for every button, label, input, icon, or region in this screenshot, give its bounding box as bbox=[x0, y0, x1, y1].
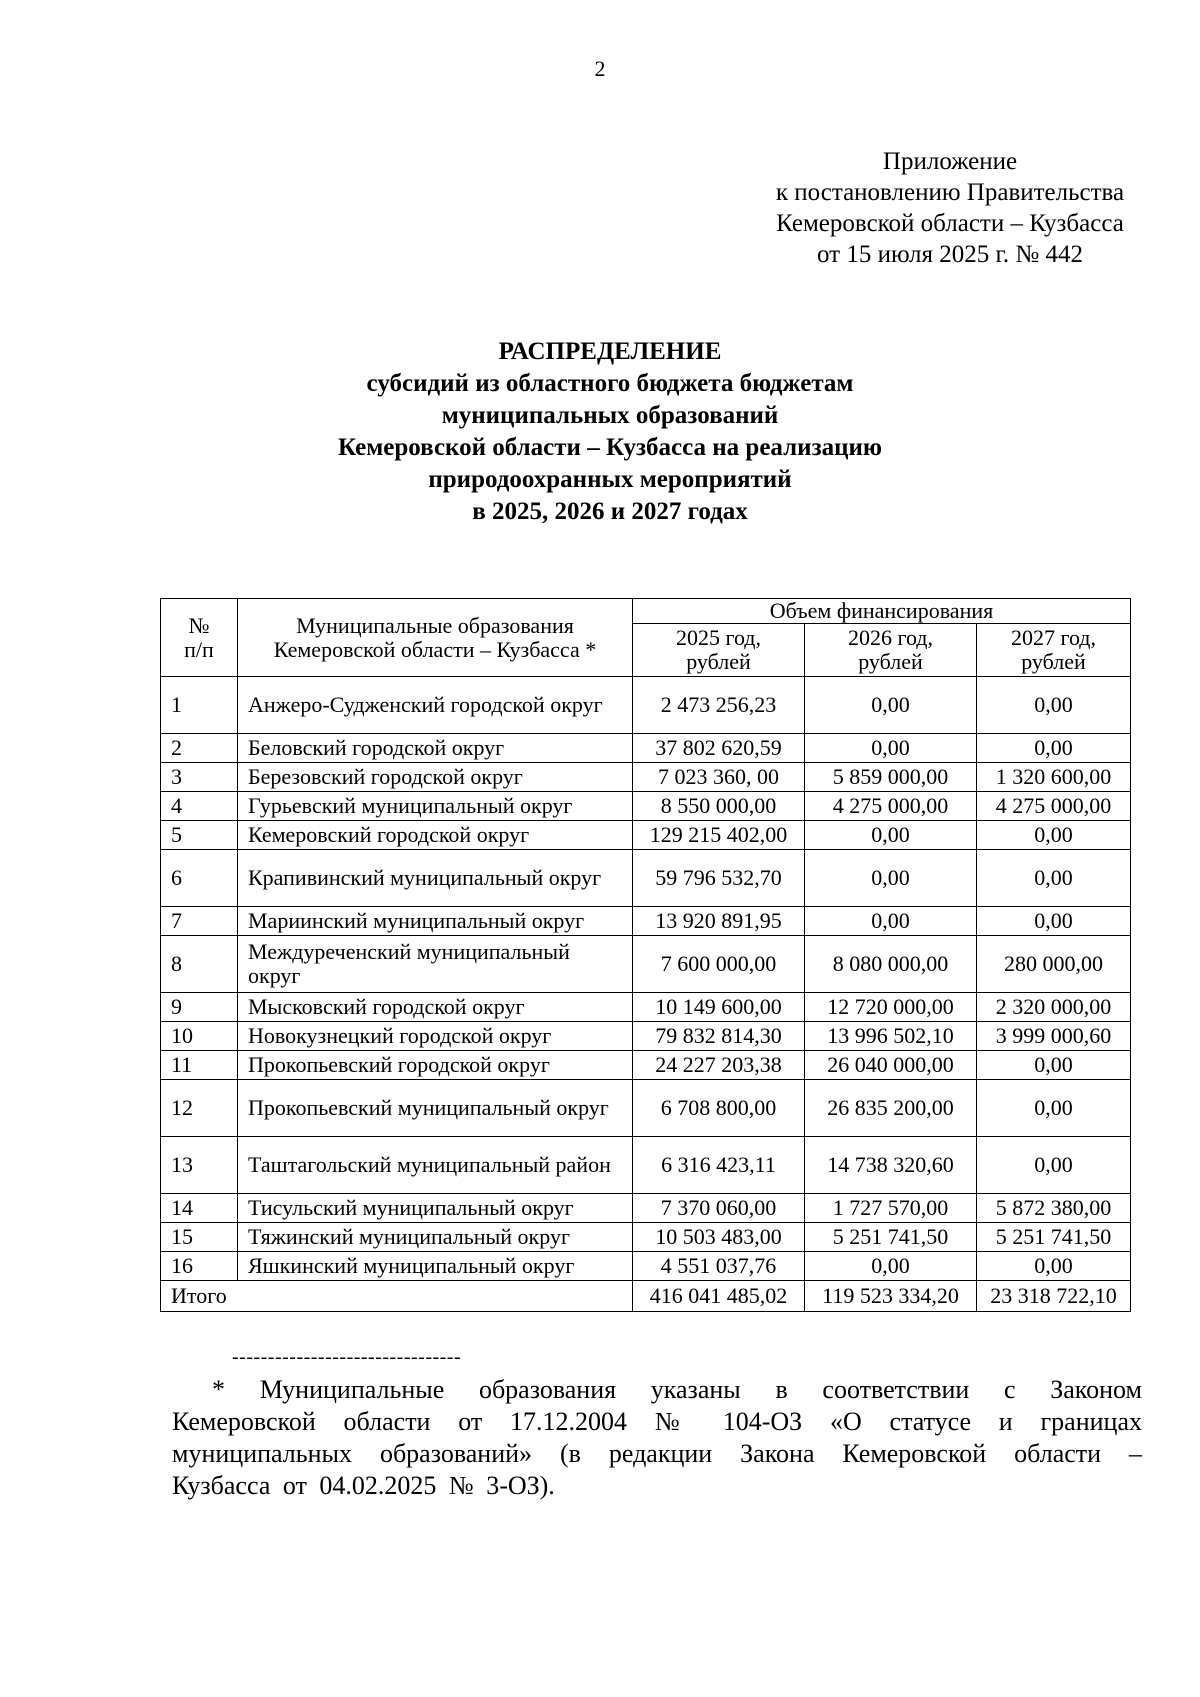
row-value-2025: 7 023 360, 00 bbox=[633, 763, 805, 792]
title-line: РАСПРЕДЕЛЕНИЕ bbox=[498, 338, 722, 365]
footnote-separator: -------------------------------- bbox=[232, 1346, 462, 1368]
row-number: 6 bbox=[161, 850, 238, 907]
row-value-2025: 10 503 483,00 bbox=[633, 1223, 805, 1252]
row-value-2027: 1 320 600,00 bbox=[977, 763, 1131, 792]
table-row bbox=[161, 763, 1131, 792]
row-value-2027: 5 872 380,00 bbox=[977, 1194, 1131, 1223]
row-municipality: Таштагольский муниципальный район bbox=[238, 1137, 633, 1194]
title-line: муниципальных образований bbox=[441, 402, 779, 429]
row-value-2025: 59 796 532,70 bbox=[633, 850, 805, 907]
header-text: 2025 год, bbox=[675, 625, 762, 650]
header-text: рублей bbox=[1021, 649, 1086, 674]
row-value-2026: 0,00 bbox=[805, 850, 977, 907]
row-number: 3 bbox=[161, 763, 238, 792]
table-row bbox=[161, 1223, 1131, 1252]
header-text: рублей bbox=[686, 649, 751, 674]
row-value-2026: 0,00 bbox=[805, 677, 977, 734]
row-value-2027: 0,00 bbox=[977, 821, 1131, 850]
row-value-2027: 4 275 000,00 bbox=[977, 792, 1131, 821]
table-row bbox=[161, 907, 1131, 936]
row-value-2026: 0,00 bbox=[805, 821, 977, 850]
row-number: 8 bbox=[161, 936, 238, 993]
row-municipality: Крапивинский муниципальный округ bbox=[238, 850, 633, 907]
row-number: 5 bbox=[161, 821, 238, 850]
table-row bbox=[161, 1080, 1131, 1137]
header-text: Кемеровской области – Кузбасса * bbox=[273, 636, 597, 662]
total-label: Итого bbox=[161, 1281, 633, 1312]
title-line: Кемеровской области – Кузбасса на реализацию bbox=[337, 434, 883, 461]
header-text: п/п bbox=[184, 636, 214, 662]
row-value-2025: 10 149 600,00 bbox=[633, 993, 805, 1022]
table-row bbox=[161, 1022, 1131, 1051]
row-municipality: Мысковский городской округ bbox=[238, 993, 633, 1022]
row-value-2027: 0,00 bbox=[977, 677, 1131, 734]
table-row bbox=[161, 850, 1131, 907]
row-value-2026: 0,00 bbox=[805, 907, 977, 936]
row-value-2026: 26 835 200,00 bbox=[805, 1080, 977, 1137]
row-municipality: Прокопьевский муниципальный округ bbox=[238, 1080, 633, 1137]
row-value-2025: 7 600 000,00 bbox=[633, 936, 805, 993]
header-text: № bbox=[188, 612, 210, 638]
document-title bbox=[170, 336, 1050, 528]
row-value-2027: 0,00 bbox=[977, 1137, 1131, 1194]
appendix-line: Приложение bbox=[882, 148, 1018, 175]
header-text: Муниципальные образования bbox=[296, 612, 574, 638]
row-value-2027: 5 251 741,50 bbox=[977, 1223, 1131, 1252]
row-value-2025: 7 370 060,00 bbox=[633, 1194, 805, 1223]
funding-table bbox=[160, 598, 1131, 1312]
row-value-2027: 2 320 000,00 bbox=[977, 993, 1131, 1022]
total-value-2025: 416 041 485,02 bbox=[633, 1281, 805, 1312]
row-municipality: Березовский городской округ bbox=[238, 763, 633, 792]
header-year-2025 bbox=[633, 624, 805, 677]
header-funding: Объем финансирования bbox=[633, 599, 1131, 624]
row-value-2026: 14 738 320,60 bbox=[805, 1137, 977, 1194]
row-value-2026: 13 996 502,10 bbox=[805, 1022, 977, 1051]
title-line: субсидий из областного бюджета бюджетам bbox=[366, 370, 854, 397]
title-line: природоохранных мероприятий bbox=[428, 466, 792, 493]
row-value-2026: 5 859 000,00 bbox=[805, 763, 977, 792]
header-municipality bbox=[238, 599, 633, 677]
row-value-2025: 79 832 814,30 bbox=[633, 1022, 805, 1051]
total-value-2027: 23 318 722,10 bbox=[977, 1281, 1131, 1312]
table-row bbox=[161, 677, 1131, 734]
row-municipality: Прокопьевский городской округ bbox=[238, 1051, 633, 1080]
row-municipality: Междуреченский муниципальный округ bbox=[238, 936, 633, 993]
header-text: 2026 год, bbox=[847, 625, 934, 650]
row-number: 14 bbox=[161, 1194, 238, 1223]
header-year-2026 bbox=[805, 624, 977, 677]
row-value-2025: 129 215 402,00 bbox=[633, 821, 805, 850]
table-row bbox=[161, 993, 1131, 1022]
title-line: в 2025, 2026 и 2027 годах bbox=[472, 498, 748, 525]
row-value-2025: 24 227 203,38 bbox=[633, 1051, 805, 1080]
header-text: рублей bbox=[858, 649, 923, 674]
table-row bbox=[161, 1051, 1131, 1080]
row-number: 2 bbox=[161, 734, 238, 763]
row-value-2027: 0,00 bbox=[977, 734, 1131, 763]
row-value-2027: 0,00 bbox=[977, 1051, 1131, 1080]
table-row bbox=[161, 734, 1131, 763]
row-number: 4 bbox=[161, 792, 238, 821]
appendix-line: от 15 июля 2025 г. № 442 bbox=[816, 241, 1084, 268]
header-year-2027 bbox=[977, 624, 1131, 677]
row-value-2025: 37 802 620,59 bbox=[633, 734, 805, 763]
row-number: 13 bbox=[161, 1137, 238, 1194]
row-number: 12 bbox=[161, 1080, 238, 1137]
row-number: 11 bbox=[161, 1051, 238, 1080]
row-value-2025: 8 550 000,00 bbox=[633, 792, 805, 821]
row-municipality: Яшкинский муниципальный округ bbox=[238, 1252, 633, 1281]
row-number: 7 bbox=[161, 907, 238, 936]
header-text: 2027 год, bbox=[1010, 625, 1097, 650]
footnote-text: * Муниципальные образования указаны в соответствии с Законом Кемеровской области от 17.12.2004 № 104-ОЗ «О статусе и границах муниципальных образований» (в редакции Закона Кемеровской области – Кузбасса от 04.02.2025 № 3-ОЗ). bbox=[172, 1375, 1142, 1500]
header-number bbox=[161, 599, 238, 677]
row-value-2026: 1 727 570,00 bbox=[805, 1194, 977, 1223]
table-row bbox=[161, 936, 1131, 993]
table-row bbox=[161, 821, 1131, 850]
row-number: 16 bbox=[161, 1252, 238, 1281]
row-value-2027: 0,00 bbox=[977, 850, 1131, 907]
total-value-2026: 119 523 334,20 bbox=[805, 1281, 977, 1312]
table-total-row bbox=[161, 1281, 1131, 1312]
page-number: 2 bbox=[594, 56, 606, 81]
row-value-2026: 0,00 bbox=[805, 734, 977, 763]
table-row bbox=[161, 792, 1131, 821]
row-municipality: Гурьевский муниципальный округ bbox=[238, 792, 633, 821]
row-municipality: Анжеро-Судженский городской округ bbox=[238, 677, 633, 734]
row-municipality: Тяжинский муниципальный округ bbox=[238, 1223, 633, 1252]
row-value-2027: 3 999 000,60 bbox=[977, 1022, 1131, 1051]
row-value-2027: 0,00 bbox=[977, 907, 1131, 936]
row-value-2026: 4 275 000,00 bbox=[805, 792, 977, 821]
row-value-2027: 280 000,00 bbox=[977, 936, 1131, 993]
appendix-line: Кемеровской области – Кузбасса bbox=[776, 210, 1124, 237]
row-value-2026: 8 080 000,00 bbox=[805, 936, 977, 993]
row-value-2026: 0,00 bbox=[805, 1252, 977, 1281]
row-value-2025: 4 551 037,76 bbox=[633, 1252, 805, 1281]
row-value-2026: 5 251 741,50 bbox=[805, 1223, 977, 1252]
row-municipality: Тисульский муниципальный округ bbox=[238, 1194, 633, 1223]
row-number: 9 bbox=[161, 993, 238, 1022]
row-number: 1 bbox=[161, 677, 238, 734]
row-value-2027: 0,00 bbox=[977, 1252, 1131, 1281]
row-value-2027: 0,00 bbox=[977, 1080, 1131, 1137]
row-number: 10 bbox=[161, 1022, 238, 1051]
row-municipality: Новокузнецкий городской округ bbox=[238, 1022, 633, 1051]
funding-table-wrapper bbox=[160, 598, 1131, 1312]
row-value-2026: 12 720 000,00 bbox=[805, 993, 977, 1022]
table-row bbox=[161, 1252, 1131, 1281]
table-row bbox=[161, 1137, 1131, 1194]
appendix-header bbox=[690, 146, 1200, 270]
table-row bbox=[161, 1194, 1131, 1223]
row-municipality: Мариинский муниципальный округ bbox=[238, 907, 633, 936]
row-value-2025: 6 708 800,00 bbox=[633, 1080, 805, 1137]
row-value-2025: 2 473 256,23 bbox=[633, 677, 805, 734]
row-municipality: Кемеровский городской округ bbox=[238, 821, 633, 850]
row-municipality: Беловский городской округ bbox=[238, 734, 633, 763]
row-number: 15 bbox=[161, 1223, 238, 1252]
row-value-2025: 13 920 891,95 bbox=[633, 907, 805, 936]
appendix-line: к постановлению Правительства bbox=[775, 179, 1125, 206]
row-value-2025: 6 316 423,11 bbox=[633, 1137, 805, 1194]
row-value-2026: 26 040 000,00 bbox=[805, 1051, 977, 1080]
